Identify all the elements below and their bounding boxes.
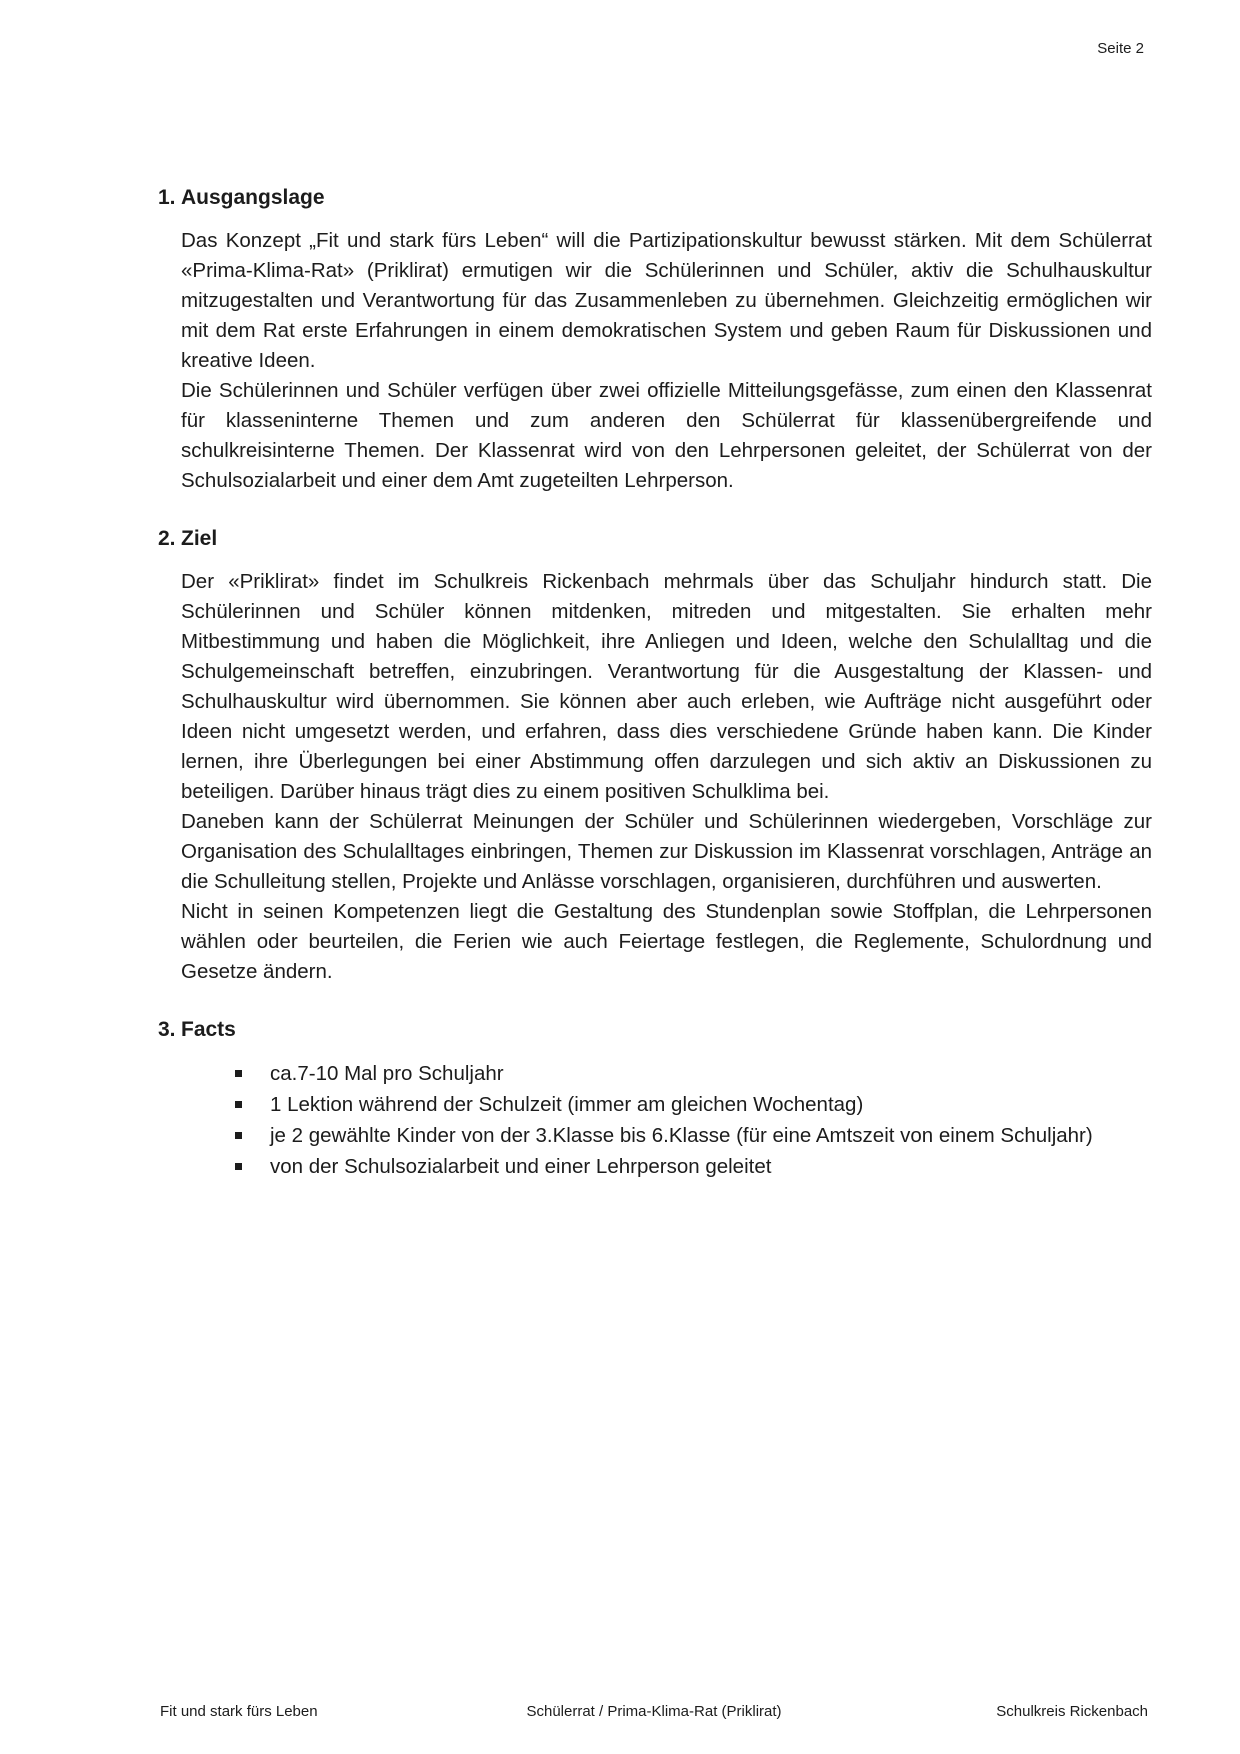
fact-text: ca.7-10 Mal pro Schuljahr [270, 1062, 504, 1085]
section-facts [158, 1015, 1152, 1182]
section-title: Ziel [181, 527, 218, 550]
fact-item [181, 1120, 1152, 1151]
section-number: 3. [158, 1018, 176, 1041]
bullet-square-icon [235, 1070, 242, 1077]
section-ziel [158, 524, 1152, 987]
footer-left-text: Fit und stark fürs Leben [160, 1703, 318, 1720]
paragraph: Die Schülerinnen und Schüler verfügen über zwei offizielle Mitteilungsgefässe, zum einen den Klassenrat für klasseninterne Themen und zum anderen den Schülerrat für klassenübergreifende und schulkreisinterne Themen. Der Klassenrat wird von den Lehrpersonen geleitet, der Schülerrat von der Schulsozialarbeit und einer dem Amt zugeteilten Lehrperson. [181, 379, 1152, 492]
fact-text: 1 Lektion während der Schulzeit (immer am gleichen Wochentag) [270, 1093, 864, 1116]
footer-right-text: Schulkreis Rickenbach [996, 1703, 1149, 1720]
section-number: 2. [158, 527, 176, 550]
paragraph: Das Konzept „Fit und stark fürs Leben“ will die Partizipationskultur bewusst stärken. Mit dem Schülerrat «Prima-Klima-Rat» (Priklirat) ermutigen wir die Schülerinnen und Schüler, aktiv die Schulhauskultur mitzugestalten und Verantwortung für das Zusammenleben zu übernehmen. Gleichzeitig ermöglichen wir mit dem Rat erste Erfahrungen in einem demokratischen System und geben Raum für Diskussionen und kreative Ideen. [181, 229, 1152, 372]
page-footer [160, 1703, 1148, 1720]
facts-list [181, 1058, 1152, 1182]
paragraph: Nicht in seinen Kompetenzen liegt die Gestaltung des Stundenplan sowie Stoffplan, die Lehrpersonen wählen oder beurteilen, die Ferien wie auch Feiertage festlegen, die Reglemente, Schulordnung und Gesetze ändern. [181, 900, 1152, 983]
section-heading [158, 1015, 1152, 1045]
bullet-square-icon [235, 1132, 242, 1139]
page-number: Seite 2 [1097, 40, 1144, 57]
section-heading [158, 524, 1152, 554]
section-heading [158, 183, 1152, 213]
document-content [158, 183, 1152, 1210]
fact-text: von der Schulsozialarbeit und einer Lehrperson geleitet [270, 1155, 772, 1178]
paragraph: Daneben kann der Schülerrat Meinungen der Schüler und Schülerinnen wiedergeben, Vorschläge zur Organisation des Schulalltages einbringen, Themen zur Diskussion im Klassenrat vorschlagen, Anträge an die Schulleitung stellen, Projekte und Anlässe vorschlagen, organisieren, durchführen und auswerten. [181, 810, 1152, 893]
footer-center-text: Schülerrat / Prima-Klima-Rat (Priklirat) [526, 1703, 782, 1720]
bullet-square-icon [235, 1163, 242, 1170]
fact-item [181, 1151, 1152, 1182]
section-ausgangslage [158, 183, 1152, 496]
section-title: Facts [181, 1018, 236, 1041]
paragraph: Der «Priklirat» findet im Schulkreis Rickenbach mehrmals über das Schuljahr hindurch statt. Die Schülerinnen und Schüler können mitdenken, mitreden und mitgestalten. Sie erhalten mehr Mitbestimmung und haben die Möglichkeit, ihre Anliegen und Ideen, welche den Schulalltag und die Schulgemeinschaft betreffen, einzubringen. Verantwortung für die Ausgestaltung der Klassen- und Schulhauskultur wird übernommen. Sie können aber auch erleben, wie Aufträge nicht ausgeführt oder Ideen nicht umgesetzt werden, und erfahren, dass dies verschiedene Gründe haben kann. Die Kinder lernen, ihre Überlegungen bei einer Abstimmung offen darzulegen und sich aktiv an Diskussionen zu beteiligen. Darüber hinaus trägt dies zu einem positiven Schulklima bei. [181, 570, 1152, 803]
bullet-square-icon [235, 1101, 242, 1108]
fact-text: je 2 gewählte Kinder von der 3.Klasse bis 6.Klasse (für eine Amtszeit von einem Schuljahr) [270, 1124, 1093, 1147]
fact-item [181, 1058, 1152, 1089]
section-number: 1. [158, 186, 176, 209]
fact-item [181, 1089, 1152, 1120]
section-title: Ausgangslage [181, 186, 325, 209]
